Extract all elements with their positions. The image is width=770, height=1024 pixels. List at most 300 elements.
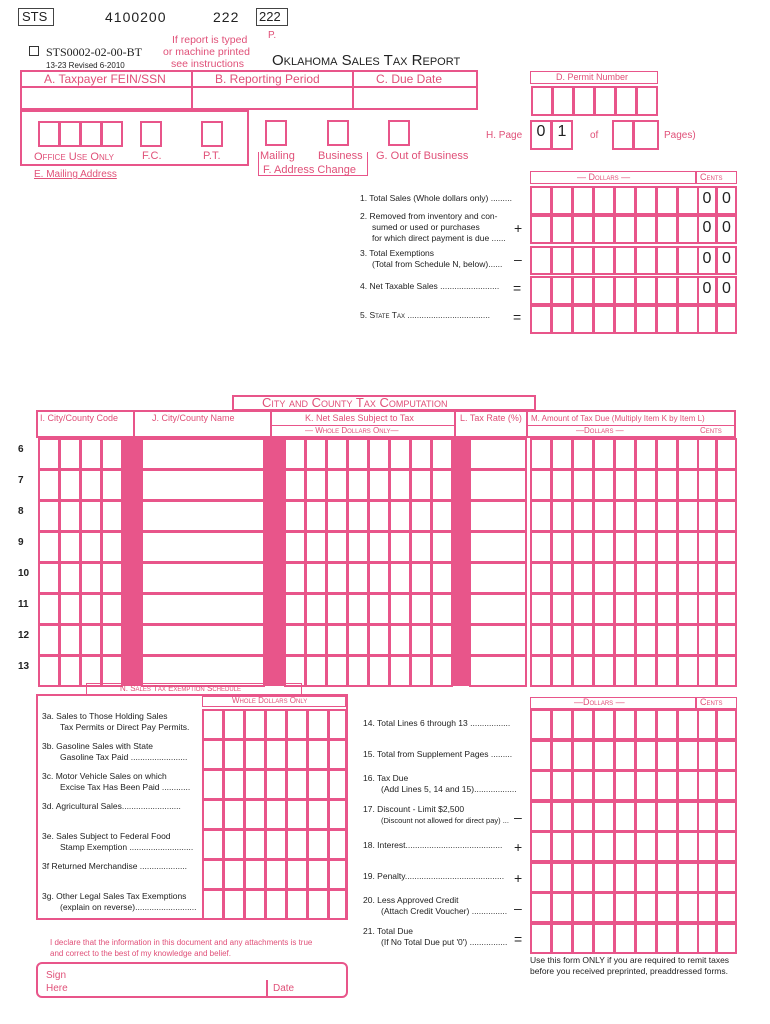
- amount-due-cent-cell[interactable]: [697, 531, 717, 563]
- net-sales-cell[interactable]: [368, 624, 390, 656]
- reporting-period-field[interactable]: [194, 88, 351, 108]
- signature-field[interactable]: [80, 966, 260, 996]
- line-4-dollar-cell[interactable]: [656, 276, 678, 305]
- total-pages-cell-2[interactable]: [633, 120, 659, 150]
- total-line-16-dollar-cell[interactable]: [635, 770, 657, 801]
- amount-due-dollar-cell[interactable]: [635, 655, 657, 687]
- tax-rate-field[interactable]: [469, 655, 527, 687]
- amount-due-dollar-cell[interactable]: [656, 593, 678, 625]
- total-line-15-dollar-cell[interactable]: [635, 740, 657, 771]
- amount-due-dollar-cell[interactable]: [572, 500, 594, 532]
- amount-due-cent-cell[interactable]: [697, 655, 717, 687]
- total-line-17-dollar-cell[interactable]: [551, 801, 573, 832]
- exemption-cell[interactable]: [328, 739, 347, 770]
- amount-due-dollar-cell[interactable]: [551, 500, 573, 532]
- net-sales-cell[interactable]: [410, 438, 432, 470]
- amount-due-dollar-cell[interactable]: [656, 624, 678, 656]
- amount-due-dollar-cell[interactable]: [530, 469, 552, 501]
- net-sales-cell[interactable]: [410, 562, 432, 594]
- total-line-21-dollar-cell[interactable]: [551, 923, 573, 954]
- exemption-cell[interactable]: [328, 769, 347, 800]
- total-line-20-dollar-cell[interactable]: [530, 892, 552, 923]
- total-line-18-dollar-cell[interactable]: [593, 831, 615, 862]
- line-2-dollar-cell[interactable]: [551, 215, 573, 244]
- exemption-cell[interactable]: [307, 799, 329, 830]
- exemption-cell[interactable]: [223, 889, 245, 920]
- amount-due-dollar-cell[interactable]: [593, 593, 615, 625]
- line-4-dollar-cell[interactable]: [677, 276, 699, 305]
- total-line-17-dollar-cell[interactable]: [635, 801, 657, 832]
- net-sales-cell[interactable]: [431, 531, 453, 563]
- total-line-20-dollar-cell[interactable]: [572, 892, 594, 923]
- total-line-16-dollar-cell[interactable]: [551, 770, 573, 801]
- taxpayer-fein-field[interactable]: [22, 88, 190, 108]
- city-code-cell[interactable]: [101, 469, 123, 501]
- office-use-cell[interactable]: [80, 121, 102, 147]
- city-code-cell[interactable]: [38, 531, 60, 563]
- total-line-20-dollar-cell[interactable]: [656, 892, 678, 923]
- line-3-dollar-cell[interactable]: [656, 246, 678, 275]
- exemption-cell[interactable]: [265, 799, 287, 830]
- permit-digit-cell[interactable]: [531, 86, 553, 116]
- exemption-cell[interactable]: [286, 829, 308, 860]
- exemption-cell[interactable]: [265, 829, 287, 860]
- exemption-cell[interactable]: [223, 739, 245, 770]
- total-line-21-cent-cell[interactable]: [716, 923, 737, 954]
- tax-rate-field[interactable]: [469, 469, 527, 501]
- amount-due-cent-cell[interactable]: [716, 655, 737, 687]
- exemption-cell[interactable]: [328, 709, 347, 740]
- exemption-cell[interactable]: [307, 889, 329, 920]
- exemption-cell[interactable]: [202, 829, 224, 860]
- amount-due-dollar-cell[interactable]: [614, 593, 636, 625]
- amount-due-cent-cell[interactable]: [716, 593, 737, 625]
- date-field[interactable]: [300, 982, 344, 996]
- exemption-cell[interactable]: [244, 859, 266, 890]
- tax-rate-field[interactable]: [469, 438, 527, 470]
- exemption-cell[interactable]: [286, 859, 308, 890]
- net-sales-cell[interactable]: [410, 624, 432, 656]
- total-line-21-dollar-cell[interactable]: [593, 923, 615, 954]
- exemption-cell[interactable]: [265, 709, 287, 740]
- amount-due-dollar-cell[interactable]: [551, 531, 573, 563]
- amount-due-dollar-cell[interactable]: [656, 562, 678, 594]
- net-sales-cell[interactable]: [284, 438, 306, 470]
- total-line-16-dollar-cell[interactable]: [614, 770, 636, 801]
- exemption-cell[interactable]: [265, 739, 287, 770]
- exemption-cell[interactable]: [265, 859, 287, 890]
- amount-due-dollar-cell[interactable]: [614, 531, 636, 563]
- total-line-17-cent-cell[interactable]: [716, 801, 737, 832]
- total-line-20-dollar-cell[interactable]: [677, 892, 699, 923]
- city-code-cell[interactable]: [101, 531, 123, 563]
- city-code-cell[interactable]: [101, 624, 123, 656]
- net-sales-cell[interactable]: [326, 593, 348, 625]
- net-sales-cell[interactable]: [305, 655, 327, 687]
- total-line-21-dollar-cell[interactable]: [635, 923, 657, 954]
- total-line-19-dollar-cell[interactable]: [635, 862, 657, 893]
- net-sales-cell[interactable]: [326, 562, 348, 594]
- amount-due-dollar-cell[interactable]: [635, 500, 657, 532]
- exemption-cell[interactable]: [265, 889, 287, 920]
- line-3-dollar-cell[interactable]: [551, 246, 573, 275]
- total-line-16-dollar-cell[interactable]: [677, 770, 699, 801]
- net-sales-cell[interactable]: [368, 562, 390, 594]
- line-4-dollar-cell[interactable]: [614, 276, 636, 305]
- exemption-cell[interactable]: [223, 769, 245, 800]
- total-line-20-dollar-cell[interactable]: [551, 892, 573, 923]
- amount-due-dollar-cell[interactable]: [572, 469, 594, 501]
- exemption-cell[interactable]: [307, 739, 329, 770]
- amount-due-dollar-cell[interactable]: [551, 469, 573, 501]
- amount-due-dollar-cell[interactable]: [635, 469, 657, 501]
- net-sales-cell[interactable]: [326, 438, 348, 470]
- amount-due-dollar-cell[interactable]: [572, 562, 594, 594]
- amount-due-dollar-cell[interactable]: [593, 438, 615, 470]
- amount-due-dollar-cell[interactable]: [593, 655, 615, 687]
- amount-due-cent-cell[interactable]: [716, 624, 737, 656]
- exemption-cell[interactable]: [286, 709, 308, 740]
- line-3-dollar-cell[interactable]: [635, 246, 657, 275]
- exemption-cell[interactable]: [328, 799, 347, 830]
- amount-due-cent-cell[interactable]: [716, 531, 737, 563]
- city-code-cell[interactable]: [59, 655, 81, 687]
- net-sales-cell[interactable]: [389, 624, 411, 656]
- total-line-15-dollar-cell[interactable]: [593, 740, 615, 771]
- net-sales-cell[interactable]: [389, 531, 411, 563]
- exemption-cell[interactable]: [286, 769, 308, 800]
- amount-due-dollar-cell[interactable]: [614, 624, 636, 656]
- net-sales-cell[interactable]: [431, 624, 453, 656]
- total-line-18-dollar-cell[interactable]: [656, 831, 678, 862]
- total-line-15-cent-cell[interactable]: [697, 740, 717, 771]
- checkbox-icon[interactable]: [29, 46, 39, 56]
- line-5-dollar-cell[interactable]: [614, 305, 636, 334]
- total-line-17-dollar-cell[interactable]: [593, 801, 615, 832]
- permit-digit-cell[interactable]: [636, 86, 658, 116]
- amount-due-dollar-cell[interactable]: [572, 531, 594, 563]
- total-line-16-dollar-cell[interactable]: [572, 770, 594, 801]
- amount-due-dollar-cell[interactable]: [614, 500, 636, 532]
- total-line-16-cent-cell[interactable]: [697, 770, 717, 801]
- city-code-cell[interactable]: [59, 500, 81, 532]
- permit-digit-cell[interactable]: [552, 86, 574, 116]
- total-line-21-dollar-cell[interactable]: [656, 923, 678, 954]
- net-sales-cell[interactable]: [389, 469, 411, 501]
- line-4-dollar-cell[interactable]: [593, 276, 615, 305]
- net-sales-cell[interactable]: [368, 655, 390, 687]
- amount-due-cent-cell[interactable]: [697, 593, 717, 625]
- office-use-cell[interactable]: [59, 121, 81, 147]
- amount-due-dollar-cell[interactable]: [572, 655, 594, 687]
- line-2-dollar-cell[interactable]: [572, 215, 594, 244]
- city-code-cell[interactable]: [59, 624, 81, 656]
- city-code-cell[interactable]: [38, 593, 60, 625]
- tax-rate-field[interactable]: [469, 531, 527, 563]
- amount-due-dollar-cell[interactable]: [572, 624, 594, 656]
- office-use-cell[interactable]: [101, 121, 123, 147]
- city-code-cell[interactable]: [80, 531, 102, 563]
- net-sales-cell[interactable]: [389, 562, 411, 594]
- exemption-cell[interactable]: [244, 739, 266, 770]
- net-sales-cell[interactable]: [368, 500, 390, 532]
- net-sales-cell[interactable]: [284, 469, 306, 501]
- line-5-cent-cell[interactable]: [697, 305, 717, 334]
- city-name-field[interactable]: [141, 562, 265, 594]
- total-line-17-dollar-cell[interactable]: [677, 801, 699, 832]
- total-line-18-dollar-cell[interactable]: [530, 831, 552, 862]
- amount-due-dollar-cell[interactable]: [656, 438, 678, 470]
- city-name-field[interactable]: [141, 469, 265, 501]
- amount-due-dollar-cell[interactable]: [593, 531, 615, 563]
- line-3-dollar-cell[interactable]: [614, 246, 636, 275]
- line-4-dollar-cell[interactable]: [530, 276, 552, 305]
- exemption-cell[interactable]: [307, 709, 329, 740]
- line-4-dollar-cell[interactable]: [551, 276, 573, 305]
- city-name-field[interactable]: [141, 531, 265, 563]
- total-line-19-dollar-cell[interactable]: [677, 862, 699, 893]
- amount-due-dollar-cell[interactable]: [677, 593, 699, 625]
- tax-rate-field[interactable]: [469, 562, 527, 594]
- line-3-dollar-cell[interactable]: [530, 246, 552, 275]
- net-sales-cell[interactable]: [431, 469, 453, 501]
- total-line-21-dollar-cell[interactable]: [572, 923, 594, 954]
- total-line-19-dollar-cell[interactable]: [551, 862, 573, 893]
- exemption-cell[interactable]: [265, 769, 287, 800]
- city-code-cell[interactable]: [80, 562, 102, 594]
- amount-due-dollar-cell[interactable]: [530, 593, 552, 625]
- line-3-dollar-cell[interactable]: [593, 246, 615, 275]
- line-2-dollar-cell[interactable]: [656, 215, 678, 244]
- total-line-21-dollar-cell[interactable]: [677, 923, 699, 954]
- amount-due-dollar-cell[interactable]: [530, 500, 552, 532]
- net-sales-cell[interactable]: [368, 593, 390, 625]
- net-sales-cell[interactable]: [347, 655, 369, 687]
- city-code-cell[interactable]: [38, 655, 60, 687]
- total-line-17-dollar-cell[interactable]: [530, 801, 552, 832]
- line-4-dollar-cell[interactable]: [635, 276, 657, 305]
- net-sales-cell[interactable]: [305, 500, 327, 532]
- tax-rate-field[interactable]: [469, 593, 527, 625]
- amount-due-dollar-cell[interactable]: [614, 655, 636, 687]
- total-line-14-dollar-cell[interactable]: [656, 709, 678, 740]
- net-sales-cell[interactable]: [431, 562, 453, 594]
- total-line-19-dollar-cell[interactable]: [614, 862, 636, 893]
- permit-digit-cell[interactable]: [573, 86, 595, 116]
- net-sales-cell[interactable]: [347, 562, 369, 594]
- city-code-cell[interactable]: [38, 562, 60, 594]
- amount-due-dollar-cell[interactable]: [635, 562, 657, 594]
- city-name-field[interactable]: [141, 500, 265, 532]
- total-line-14-dollar-cell[interactable]: [572, 709, 594, 740]
- exemption-cell[interactable]: [328, 889, 347, 920]
- exemption-cell[interactable]: [223, 709, 245, 740]
- amount-due-dollar-cell[interactable]: [551, 655, 573, 687]
- total-line-14-cent-cell[interactable]: [716, 709, 737, 740]
- total-line-17-dollar-cell[interactable]: [656, 801, 678, 832]
- total-line-16-dollar-cell[interactable]: [656, 770, 678, 801]
- exemption-cell[interactable]: [223, 859, 245, 890]
- total-line-19-dollar-cell[interactable]: [593, 862, 615, 893]
- line-5-dollar-cell[interactable]: [593, 305, 615, 334]
- amount-due-dollar-cell[interactable]: [635, 531, 657, 563]
- exemption-cell[interactable]: [244, 769, 266, 800]
- city-code-cell[interactable]: [59, 438, 81, 470]
- net-sales-cell[interactable]: [431, 655, 453, 687]
- amount-due-dollar-cell[interactable]: [572, 438, 594, 470]
- amount-due-cent-cell[interactable]: [697, 438, 717, 470]
- line-2-dollar-cell[interactable]: [614, 215, 636, 244]
- amount-due-cent-cell[interactable]: [716, 500, 737, 532]
- city-code-cell[interactable]: [101, 438, 123, 470]
- total-line-15-dollar-cell[interactable]: [614, 740, 636, 771]
- net-sales-cell[interactable]: [326, 469, 348, 501]
- office-use-cell[interactable]: [38, 121, 60, 147]
- total-line-19-dollar-cell[interactable]: [656, 862, 678, 893]
- tax-rate-field[interactable]: [469, 624, 527, 656]
- line-1-dollar-cell[interactable]: [635, 186, 657, 215]
- net-sales-cell[interactable]: [431, 438, 453, 470]
- total-line-18-dollar-cell[interactable]: [551, 831, 573, 862]
- net-sales-cell[interactable]: [326, 531, 348, 563]
- line-5-dollar-cell[interactable]: [551, 305, 573, 334]
- amount-due-dollar-cell[interactable]: [593, 500, 615, 532]
- exemption-cell[interactable]: [202, 739, 224, 770]
- line-5-dollar-cell[interactable]: [635, 305, 657, 334]
- line-2-dollar-cell[interactable]: [593, 215, 615, 244]
- total-line-17-cent-cell[interactable]: [697, 801, 717, 832]
- net-sales-cell[interactable]: [305, 438, 327, 470]
- total-line-14-dollar-cell[interactable]: [635, 709, 657, 740]
- amount-due-dollar-cell[interactable]: [677, 469, 699, 501]
- line-1-dollar-cell[interactable]: [572, 186, 594, 215]
- total-line-20-cent-cell[interactable]: [697, 892, 717, 923]
- net-sales-cell[interactable]: [326, 624, 348, 656]
- line-5-dollar-cell[interactable]: [656, 305, 678, 334]
- net-sales-cell[interactable]: [347, 531, 369, 563]
- net-sales-cell[interactable]: [347, 500, 369, 532]
- amount-due-dollar-cell[interactable]: [677, 500, 699, 532]
- total-line-18-cent-cell[interactable]: [716, 831, 737, 862]
- net-sales-cell[interactable]: [431, 500, 453, 532]
- net-sales-cell[interactable]: [305, 624, 327, 656]
- total-line-19-dollar-cell[interactable]: [530, 862, 552, 893]
- tax-rate-field[interactable]: [469, 500, 527, 532]
- line-5-cent-cell[interactable]: [716, 305, 737, 334]
- city-name-field[interactable]: [141, 438, 265, 470]
- amount-due-dollar-cell[interactable]: [677, 562, 699, 594]
- exemption-cell[interactable]: [202, 889, 224, 920]
- out-of-business-checkbox[interactable]: [388, 120, 410, 146]
- net-sales-cell[interactable]: [347, 438, 369, 470]
- line-5-dollar-cell[interactable]: [530, 305, 552, 334]
- total-line-15-dollar-cell[interactable]: [677, 740, 699, 771]
- net-sales-cell[interactable]: [368, 469, 390, 501]
- amount-due-cent-cell[interactable]: [697, 500, 717, 532]
- net-sales-cell[interactable]: [284, 624, 306, 656]
- total-line-15-dollar-cell[interactable]: [551, 740, 573, 771]
- line-3-dollar-cell[interactable]: [572, 246, 594, 275]
- city-code-cell[interactable]: [59, 531, 81, 563]
- city-name-field[interactable]: [141, 593, 265, 625]
- amount-due-cent-cell[interactable]: [716, 438, 737, 470]
- net-sales-cell[interactable]: [410, 500, 432, 532]
- amount-due-cent-cell[interactable]: [716, 469, 737, 501]
- amount-due-dollar-cell[interactable]: [530, 531, 552, 563]
- line-1-dollar-cell[interactable]: [530, 186, 552, 215]
- city-code-cell[interactable]: [80, 593, 102, 625]
- net-sales-cell[interactable]: [431, 593, 453, 625]
- city-code-cell[interactable]: [38, 469, 60, 501]
- exemption-cell[interactable]: [223, 829, 245, 860]
- amount-due-dollar-cell[interactable]: [656, 531, 678, 563]
- net-sales-cell[interactable]: [410, 469, 432, 501]
- net-sales-cell[interactable]: [389, 438, 411, 470]
- net-sales-cell[interactable]: [389, 593, 411, 625]
- fc-cell[interactable]: [140, 121, 162, 147]
- total-line-15-cent-cell[interactable]: [716, 740, 737, 771]
- net-sales-cell[interactable]: [347, 593, 369, 625]
- exemption-cell[interactable]: [307, 859, 329, 890]
- amount-due-dollar-cell[interactable]: [614, 438, 636, 470]
- city-code-cell[interactable]: [80, 438, 102, 470]
- exemption-cell[interactable]: [244, 709, 266, 740]
- exemption-cell[interactable]: [328, 859, 347, 890]
- permit-digit-cell[interactable]: [615, 86, 637, 116]
- total-line-21-cent-cell[interactable]: [697, 923, 717, 954]
- total-line-14-dollar-cell[interactable]: [593, 709, 615, 740]
- total-line-19-cent-cell[interactable]: [697, 862, 717, 893]
- line-2-dollar-cell[interactable]: [677, 215, 699, 244]
- net-sales-cell[interactable]: [410, 531, 432, 563]
- total-line-15-dollar-cell[interactable]: [656, 740, 678, 771]
- city-code-cell[interactable]: [101, 562, 123, 594]
- exemption-cell[interactable]: [286, 799, 308, 830]
- exemption-cell[interactable]: [307, 829, 329, 860]
- city-code-cell[interactable]: [80, 469, 102, 501]
- city-code-cell[interactable]: [59, 562, 81, 594]
- net-sales-cell[interactable]: [326, 500, 348, 532]
- net-sales-cell[interactable]: [347, 624, 369, 656]
- amount-due-dollar-cell[interactable]: [572, 593, 594, 625]
- amount-due-dollar-cell[interactable]: [551, 593, 573, 625]
- total-line-21-dollar-cell[interactable]: [614, 923, 636, 954]
- total-line-18-dollar-cell[interactable]: [572, 831, 594, 862]
- amount-due-dollar-cell[interactable]: [656, 500, 678, 532]
- exemption-cell[interactable]: [244, 889, 266, 920]
- total-line-18-dollar-cell[interactable]: [677, 831, 699, 862]
- total-line-18-cent-cell[interactable]: [697, 831, 717, 862]
- total-line-16-cent-cell[interactable]: [716, 770, 737, 801]
- total-line-20-dollar-cell[interactable]: [635, 892, 657, 923]
- mailing-checkbox[interactable]: [265, 120, 287, 146]
- amount-due-dollar-cell[interactable]: [530, 655, 552, 687]
- amount-due-dollar-cell[interactable]: [593, 624, 615, 656]
- city-code-cell[interactable]: [101, 500, 123, 532]
- exemption-cell[interactable]: [202, 799, 224, 830]
- total-line-14-dollar-cell[interactable]: [677, 709, 699, 740]
- net-sales-cell[interactable]: [284, 593, 306, 625]
- exemption-cell[interactable]: [244, 799, 266, 830]
- amount-due-dollar-cell[interactable]: [656, 655, 678, 687]
- city-code-cell[interactable]: [38, 500, 60, 532]
- amount-due-dollar-cell[interactable]: [677, 624, 699, 656]
- total-line-17-dollar-cell[interactable]: [572, 801, 594, 832]
- line-1-dollar-cell[interactable]: [551, 186, 573, 215]
- total-line-14-dollar-cell[interactable]: [614, 709, 636, 740]
- total-line-20-dollar-cell[interactable]: [593, 892, 615, 923]
- total-line-19-cent-cell[interactable]: [716, 862, 737, 893]
